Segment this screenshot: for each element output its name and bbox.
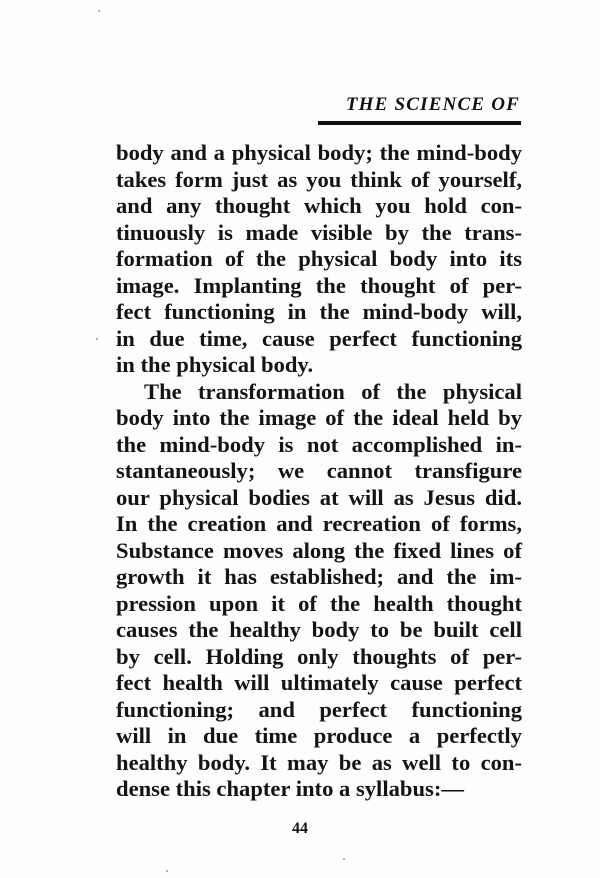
text-line: in due time, cause perfect functioning <box>116 325 522 351</box>
text-line: stantaneously; we cannot transfigure <box>116 458 522 483</box>
text-line: takes form just as you think of yourself, <box>116 166 522 192</box>
running-head-title: THE SCIENCE OF <box>345 94 520 115</box>
text-line: formation of the physical body into its <box>116 246 522 271</box>
header-rule <box>318 121 521 125</box>
text-line: in the physical body. <box>116 352 314 377</box>
text-line: by cell. Holding only thoughts of per- <box>116 643 522 669</box>
paper-speck <box>343 858 345 860</box>
body-text <box>116 140 522 803</box>
paper-speck <box>98 10 100 12</box>
text-line: body into the image of the ideal held by <box>116 405 522 430</box>
text-line: image. Implanting the thought of per- <box>116 272 522 298</box>
text-line: body and a physical body; the mind-body <box>116 140 522 165</box>
text-line: In the creation and recreation of forms, <box>116 511 522 536</box>
text-line: pression upon it of the health thought <box>116 590 522 616</box>
text-line: and any thought which you hold con- <box>116 193 522 218</box>
text-line: causes the healthy body to be built cell <box>116 617 522 642</box>
text-line: growth it has established; and the im- <box>116 564 522 589</box>
text-line: The transformation of the physical <box>144 378 522 404</box>
text-line: dense this chapter into a syllabus:— <box>116 776 464 801</box>
text-line: the mind-body is not accomplished in- <box>116 431 522 457</box>
text-line: Substance moves along the fixed lines of <box>116 537 522 563</box>
text-line: will in due time produce a perfectly <box>116 723 522 748</box>
text-line: tinuously is made visible by the trans- <box>116 219 522 245</box>
page-number: 44 <box>292 820 308 837</box>
paper-speck <box>96 338 98 340</box>
text-line: healthy body. It may be as well to con- <box>116 749 522 775</box>
text-line: fect functioning in the mind-body will, <box>116 299 522 324</box>
text-line: functioning; and perfect functioning <box>116 696 522 722</box>
text-line: our physical bodies at will as Jesus did. <box>116 484 522 510</box>
paper-speck <box>166 870 168 872</box>
text-line: fect health will ultimately cause perfect <box>116 670 522 695</box>
